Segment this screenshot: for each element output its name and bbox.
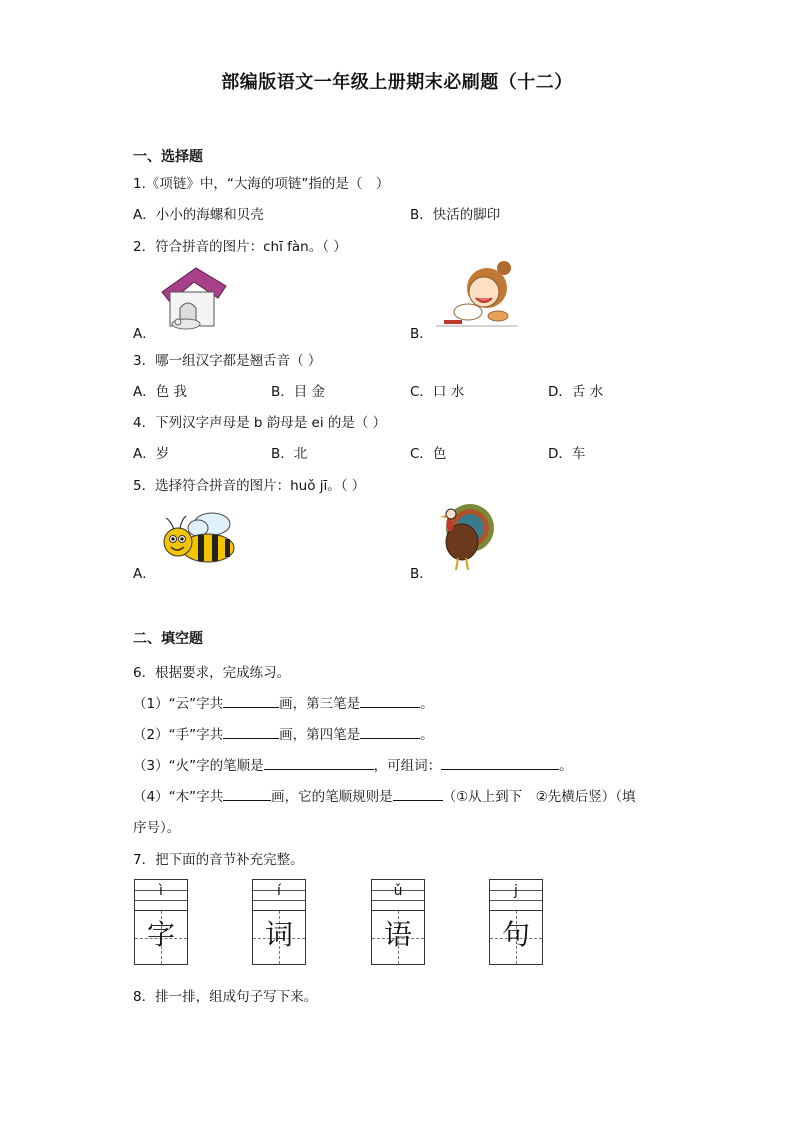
q6-2-prefix: （2）“手”字共 bbox=[133, 727, 224, 743]
question-4-option-b: B．北 bbox=[271, 446, 308, 462]
question-3-stem: 3．哪一组汉字都是翘舌音（ ） bbox=[133, 353, 322, 369]
question-6-item-1 bbox=[133, 692, 434, 712]
q6-1-blank-third-stroke[interactable] bbox=[360, 693, 420, 708]
turkey-image bbox=[434, 498, 494, 574]
hanzi-character: 语 bbox=[383, 918, 412, 951]
pinyin-hint[interactable]: ǔ bbox=[393, 883, 403, 899]
question-6-item-3 bbox=[133, 754, 573, 774]
q6-1-prefix: （1）“云”字共 bbox=[133, 696, 224, 712]
question-3-option-c: C．口 水 bbox=[410, 384, 465, 400]
pinyin-box bbox=[134, 879, 188, 965]
question-6-item-4-continued: 序号）。 bbox=[133, 820, 181, 836]
question-1-option-b: B．快活的脚印 bbox=[410, 207, 501, 223]
question-2-stem: 2．符合拼音的图片：chī fàn。（ ） bbox=[133, 239, 347, 255]
q6-4-mid: 画，它的笔顺规则是 bbox=[271, 789, 393, 805]
hanzi-character: 词 bbox=[264, 918, 293, 951]
page-title: 部编版语文一年级上册期末必刷题（十二） bbox=[221, 72, 573, 93]
question-3-option-b: B．目 金 bbox=[271, 384, 326, 400]
q6-4-blank-rule[interactable] bbox=[393, 786, 443, 801]
pinyin-hint[interactable]: ì bbox=[159, 883, 163, 899]
dog-house-image bbox=[156, 262, 230, 334]
q6-2-end: 。 bbox=[420, 727, 434, 743]
q6-1-mid: 画，第三笔是 bbox=[279, 696, 361, 712]
question-2-option-a: A． bbox=[133, 326, 156, 342]
section-heading-choice: 一、选择题 bbox=[133, 149, 203, 165]
q6-2-mid: 画，第四笔是 bbox=[279, 727, 361, 743]
question-4-stem: 4．下列汉字声母是 b 韵母是 ei 的是（ ） bbox=[133, 415, 387, 431]
hanzi-character: 字 bbox=[146, 918, 175, 951]
q6-3-end: 。 bbox=[559, 758, 573, 774]
q6-3-prefix: （3）“火”字的笔顺是 bbox=[133, 758, 264, 774]
q6-2-blank-fourth-stroke[interactable] bbox=[360, 724, 420, 739]
question-4-option-c: C．色 bbox=[410, 446, 447, 462]
q6-3-blank-stroke-order[interactable] bbox=[264, 755, 374, 770]
question-2-option-b: B． bbox=[410, 326, 433, 342]
question-1-stem: 1.《项链》中，“大海的项链”指的是（ ） bbox=[133, 176, 390, 192]
q6-2-blank-strokes[interactable] bbox=[223, 724, 279, 739]
question-3-option-d: D．舌 水 bbox=[548, 384, 604, 400]
question-8-stem: 8．排一排，组成句子写下来。 bbox=[133, 989, 318, 1005]
pinyin-box bbox=[252, 879, 306, 965]
hanzi-character: 句 bbox=[501, 918, 530, 951]
pinyin-hint[interactable]: j bbox=[514, 883, 518, 899]
q6-3-blank-word[interactable] bbox=[441, 755, 559, 770]
pinyin-box bbox=[371, 879, 425, 965]
question-5-stem: 5．选择符合拼音的图片：huǒ jī。（ ） bbox=[133, 478, 366, 494]
q6-4-prefix: （4）“木”字共 bbox=[133, 789, 224, 805]
bee-image bbox=[158, 508, 240, 568]
question-7-stem: 7．把下面的音节补充完整。 bbox=[133, 852, 304, 868]
section-heading-fill: 二、填空题 bbox=[133, 631, 203, 647]
question-3-option-a: A．色 我 bbox=[133, 384, 188, 400]
q6-1-end: 。 bbox=[420, 696, 434, 712]
q6-4-end: （①从上到下 ②先横后竖）（填 bbox=[442, 789, 636, 805]
q6-4-blank-strokes[interactable] bbox=[223, 786, 271, 801]
question-6-item-4 bbox=[133, 785, 636, 805]
pinyin-hint[interactable]: í bbox=[277, 883, 281, 899]
question-4-option-a: A．岁 bbox=[133, 446, 170, 462]
pinyin-box bbox=[489, 879, 543, 965]
question-5-option-b: B． bbox=[410, 566, 433, 582]
question-1-option-a: A．小小的海螺和贝壳 bbox=[133, 207, 264, 223]
q6-1-blank-strokes[interactable] bbox=[223, 693, 279, 708]
question-5-option-a: A． bbox=[133, 566, 156, 582]
q6-3-mid: ，可组词： bbox=[373, 758, 442, 774]
question-4-option-d: D．车 bbox=[548, 446, 586, 462]
girl-eating-image bbox=[432, 260, 522, 336]
question-6-stem: 6．根据要求，完成练习。 bbox=[133, 665, 291, 681]
question-6-item-2 bbox=[133, 723, 434, 743]
